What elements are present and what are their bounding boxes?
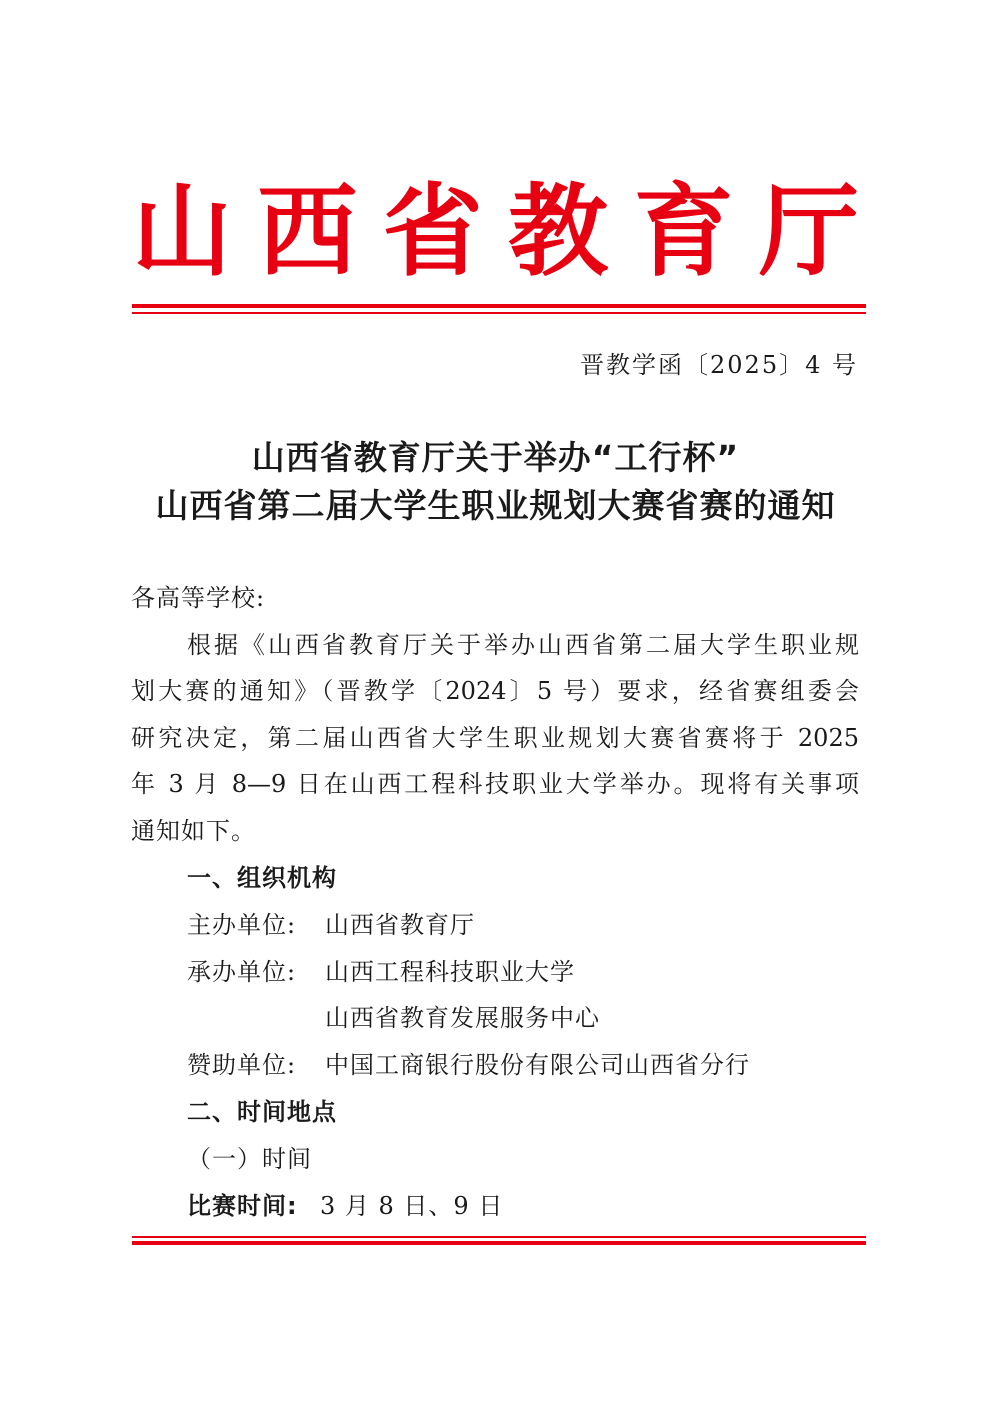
masthead-char: 省 bbox=[382, 173, 483, 290]
salutation: 各高等学校: bbox=[131, 584, 266, 612]
paragraph-line: 研究决定，第二届山西省大学生职业规划大赛省赛将于 2025 bbox=[131, 724, 859, 752]
document-number: 晋教学函〔2025〕4 号 bbox=[580, 351, 858, 379]
subsection-time: （一）时间 bbox=[187, 1145, 312, 1173]
organizer-value: 山西工程科技职业大学 bbox=[325, 958, 575, 986]
host-value: 山西省教育厅 bbox=[325, 911, 475, 939]
section-title-time-place: 二、时间地点 bbox=[187, 1098, 337, 1126]
document-heading-line2: 山西省第二届大学生职业规划大赛省赛的通知 bbox=[155, 486, 836, 525]
organizer-label: 承办单位: bbox=[187, 958, 297, 986]
competition-time-value: 3 月 8 日、9 日 bbox=[320, 1192, 504, 1220]
section-title-organization: 一、组织机构 bbox=[187, 864, 337, 892]
masthead-char: 教 bbox=[508, 173, 609, 290]
paragraph-line: 划大赛的通知》（晋教学〔2024〕5 号）要求，经省赛组委会 bbox=[131, 677, 859, 705]
competition-time-label: 比赛时间: bbox=[187, 1192, 298, 1220]
header-red-rule-thin bbox=[132, 312, 866, 314]
document-heading-line1: 山西省教育厅关于举办“工行杯” bbox=[251, 438, 740, 477]
sponsor-value: 中国工商银行股份有限公司山西省分行 bbox=[325, 1051, 750, 1079]
masthead-char: 西 bbox=[257, 173, 358, 290]
sponsor-label: 赞助单位: bbox=[187, 1051, 297, 1079]
header-red-rule-thick bbox=[132, 304, 866, 308]
organizer-value: 山西省教育发展服务中心 bbox=[325, 1004, 600, 1032]
masthead-title bbox=[132, 172, 859, 292]
footer-red-rule-thick bbox=[132, 1241, 866, 1245]
footer-red-rule-thin bbox=[132, 1236, 866, 1238]
paragraph-line: 根据《山西省教育厅关于举办山西省第二届大学生职业规 bbox=[187, 631, 859, 659]
masthead-char: 山 bbox=[132, 173, 232, 290]
masthead-char: 厅 bbox=[758, 173, 859, 290]
paragraph-line: 年 3 月 8—9 日在山西工程科技职业大学举办。现将有关事项 bbox=[131, 770, 859, 798]
masthead-char: 育 bbox=[633, 173, 734, 290]
paragraph-line: 通知如下。 bbox=[131, 817, 256, 845]
host-label: 主办单位: bbox=[187, 911, 297, 939]
